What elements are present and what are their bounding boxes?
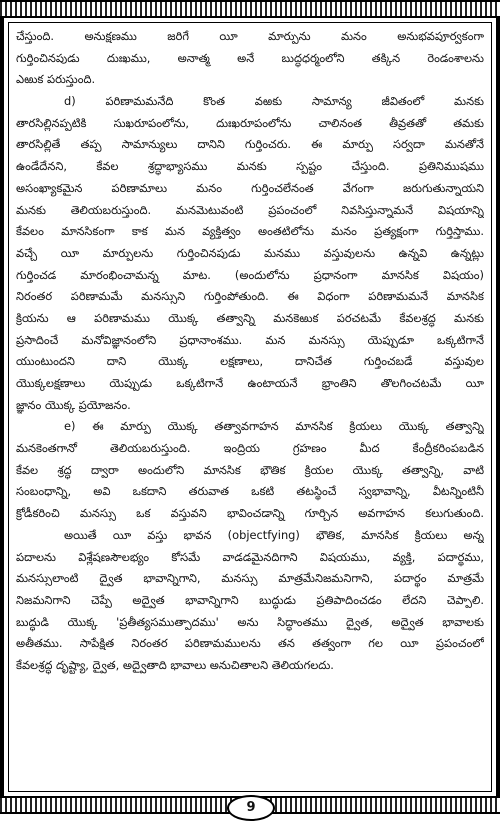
text-line: d) పరిణామమనేది కొంత వఱకు సామాన్య జీవితంలో మనకు [64,94,484,109]
text-line: యుంటుందని దాని యొక్క లక్షణాలు, దానిచేత గుర్తించబడే వస్తువుల [16,354,484,369]
text-line: తారసిల్లినప్పటికి సుఖరూపంలోను, దుఃఖరూపంలోను చాలినంత తీవ్రతతో తమకు [16,115,484,130]
text-line: మనస్సులాంటి ద్వైత భావాన్నిగాని, మనస్సు మాత్రమేనిజమనిగాని, పదార్థం మాత్రమే [16,571,484,586]
text-line: గుర్తించినపుడు దుఃఖము, అనాత్మ అనే బుద్ధధర్మంలోని తక్కిన రెండంశాలను [16,50,484,65]
text-line: యొక్కలక్షణాలు యెప్పుడు ఒక్కటిగానే ఉంటాయనే భ్రాంతిని తొలగించటమే యీ [16,376,484,390]
text-line: అయితే యీ వస్తు భావన (objectfying) భౌతిక, మానసిక క్రియలు అన్న [64,527,484,542]
text-line: కేవల శ్రద్ధ ద్వారా అందులోని మానసిక భౌతిక క్రియల యొక్క తత్వాన్ని, వాటి [16,462,484,477]
left-border [0,18,4,796]
text-line: తారసిల్లితే తప్ప సామాన్యులు దానిని గుర్తించరు. ఈ మార్పు సర్వదా మనతోనే [16,137,484,152]
text-line: e) ఈ మార్పు యొక్క తత్వావగాహన మానసిక క్రియలు యొక్క తత్వాన్ని [64,419,484,434]
page-number: 9 [227,795,275,821]
text-line: అసంఖ్యాకమైన పరిణామాలు మనం గుర్తించలేనంత వేగంగా జరుగుతున్నాయని [16,180,484,195]
text-line: జ్ఞానం యొక్క ప్రయోజనం. [16,397,131,412]
text-line: బుద్ధుడి యొక్క 'ప్రతీత్యసముత్పాదము' అను సిద్ధాంతము ద్వైత, అద్వైత భావాలకు [16,614,484,629]
text-line: నిజమనిగాని చెప్పే అద్వైత భావాన్నిగాని బుద్ధుడు ప్రతిపాదించడం లేదని చెప్పాలి. [16,592,484,607]
text-line: సంబంధాన్ని, అవి ఒకదాని తరువాత ఒకటి తటస్థించే స్వభావాన్ని, వీటన్నింటినీ [16,484,484,499]
right-border [496,18,500,796]
text-line: మనకెంతగానో తెలియబరుస్తుంది. ఇంద్రియ గ్రహణం మీద కేంద్రీకరింపబడిన [16,441,484,456]
text-line: మనకు తెలియబరుస్తుంది. మనమెటువంటి ప్రపంచంలో నివసిస్తున్నామనే విషయాన్ని [16,202,484,217]
text-line: కేవలశ్రద్ధ దృష్ట్యా, ద్వైత, అద్వైతాది భావాలు అనుచితాలని తెలియగలదు. [16,657,334,672]
text-line: గుర్తించడ మారంభించామన్న మాట. (అందులోను ప్రధానంగా మానసిక విషయం) [16,267,484,282]
text-line: ప్రసాదించే మనోవిజ్ఞానంలోని ప్రధానాంశము. మన మనస్సు యెప్పుడూ ఒక్కటిగానే [16,332,484,347]
text-line: ఉండేదేనని, కేవల శ్రద్ధాభ్యాసము మనకు స్పష్టం చేస్తుంది. ప్రతినిముషము [16,159,484,174]
text-line: కేవలం మానసికంగా కాక మన వ్యక్తిత్వం అంతటిలోను మనం ప్రత్యక్షంగా గుర్తిస్తాము. [16,224,484,239]
text-line: క్రోడీకరించి మనస్సు ఒక వస్తువని భావించడాన్ని గూర్చిన అవగాహన కలుగుతుంది. [16,506,484,521]
top-decorative-border [0,0,500,18]
text-line: వచ్చే యీ మార్పులను గుర్తించినపుడు మనము వస్తువులను ఉన్నవి ఉన్నట్లు [16,245,484,260]
text-line: అతీతము. సాపేక్షిత నిరంతర పరిణామములను తన తత్వంగా గల యీ ప్రపంచంలో [16,636,484,651]
text-line: చేస్తుంది. అనుక్షణము జరిగే యీ మార్పును మనం అనుభవపూర్వకంగా [16,29,484,43]
text-line: క్రియను ఆ పరిణామము యొక్క తత్వాన్ని మనకెఱుక పరచటమే కేవలశ్రద్ధ మనకు [16,310,484,325]
text-line: ఎఱుక పరుస్తుంది. [16,72,96,87]
text-line: నిరంతర పరిణామమే మనస్సుని గుర్తింపోతుంది. ఈ విధంగా పరిణామమనే మానసిక [16,289,484,304]
page-body-text [16,26,484,677]
text-line: పదాలను విశ్లేషణసౌలభ్యం కోసమే వాడడమైనదిగాని విషయము, వ్యక్తి, పదార్థము, [16,549,484,564]
